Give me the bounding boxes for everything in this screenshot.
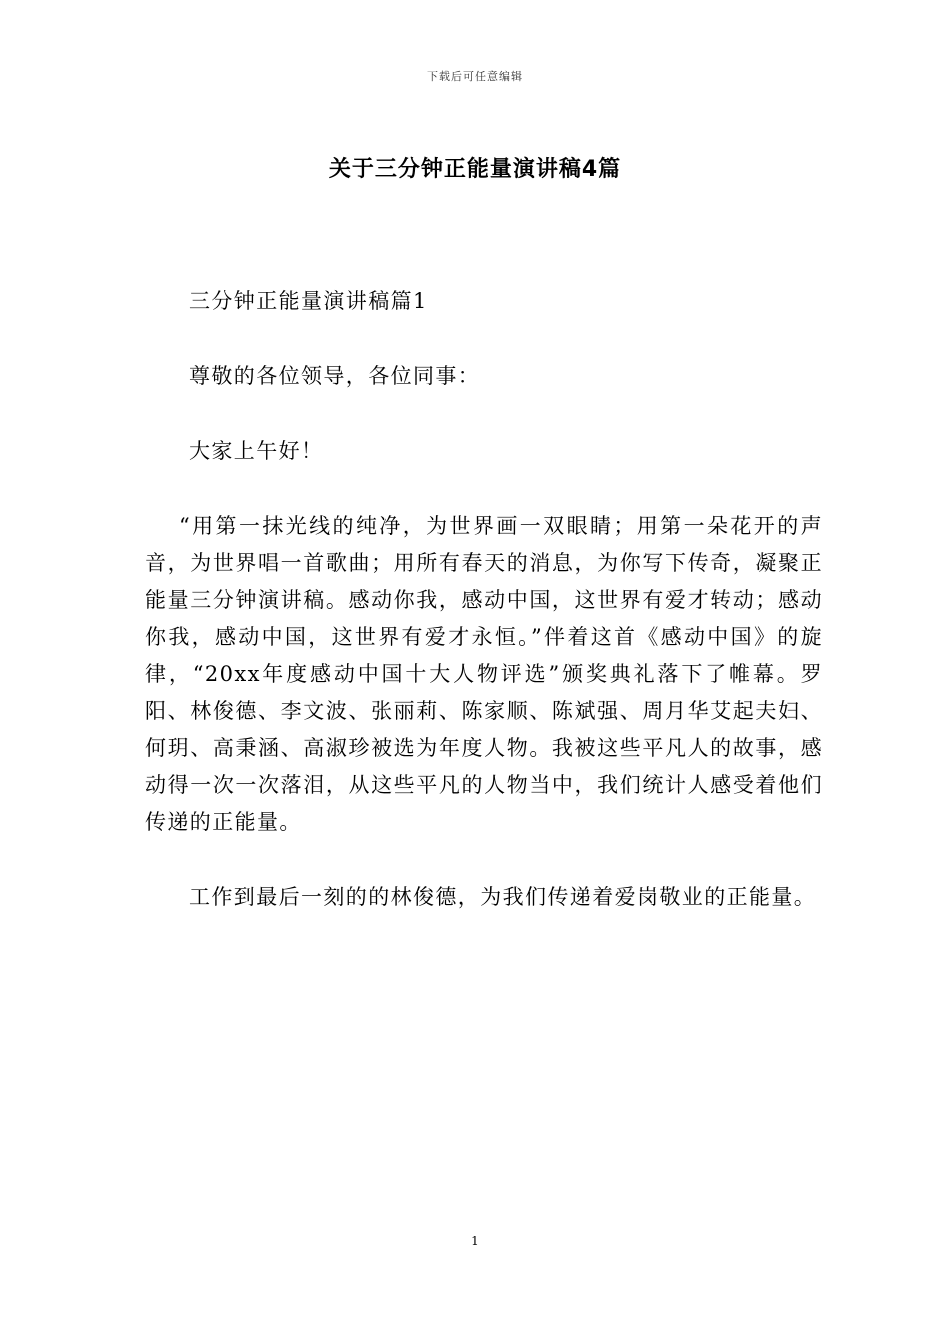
salutation: 尊敬的各位领导，各位同事： <box>189 364 481 388</box>
document-title: 关于三分钟正能量演讲稿4篇 <box>328 157 622 182</box>
greeting: 大家上午好！ <box>189 439 324 463</box>
header-note: 下载后可任意编辑 <box>427 70 523 83</box>
body-paragraph: 工作到最后一刻的的林俊德，为我们传递着爱岗敬业的正能量。 <box>189 885 817 909</box>
section-heading: 三分钟正能量演讲稿篇1 <box>189 289 428 313</box>
body-paragraph: “用第一抹光线的纯净，为世界画一双眼睛；用第一朵花开的声音，为世界唱一首歌曲；用所有春天的消息，为你写下传奇，凝聚正能量三分钟演讲稿。感动你我，感动中国，这世界有爱才转动；感动你我，感动中国，这世界有爱才永恒。”伴着这首《感动中国》的旋律，“20xx年度感动中国十大人物评选”颁奖典礼落下了帷幕。罗阳、林俊德、李文波、张丽莉、陈家顺、陈斌强、周月华艾起夫妇、何玥、高秉涵、高淑珍被选为年度人物。我被这些平凡人的故事，感动得一次一次落泪，从这些平凡的人物当中，我们统计人感受着他们传递的正能量。 <box>145 514 823 834</box>
document-body <box>145 283 823 954</box>
page-number: 1 <box>471 1234 479 1248</box>
